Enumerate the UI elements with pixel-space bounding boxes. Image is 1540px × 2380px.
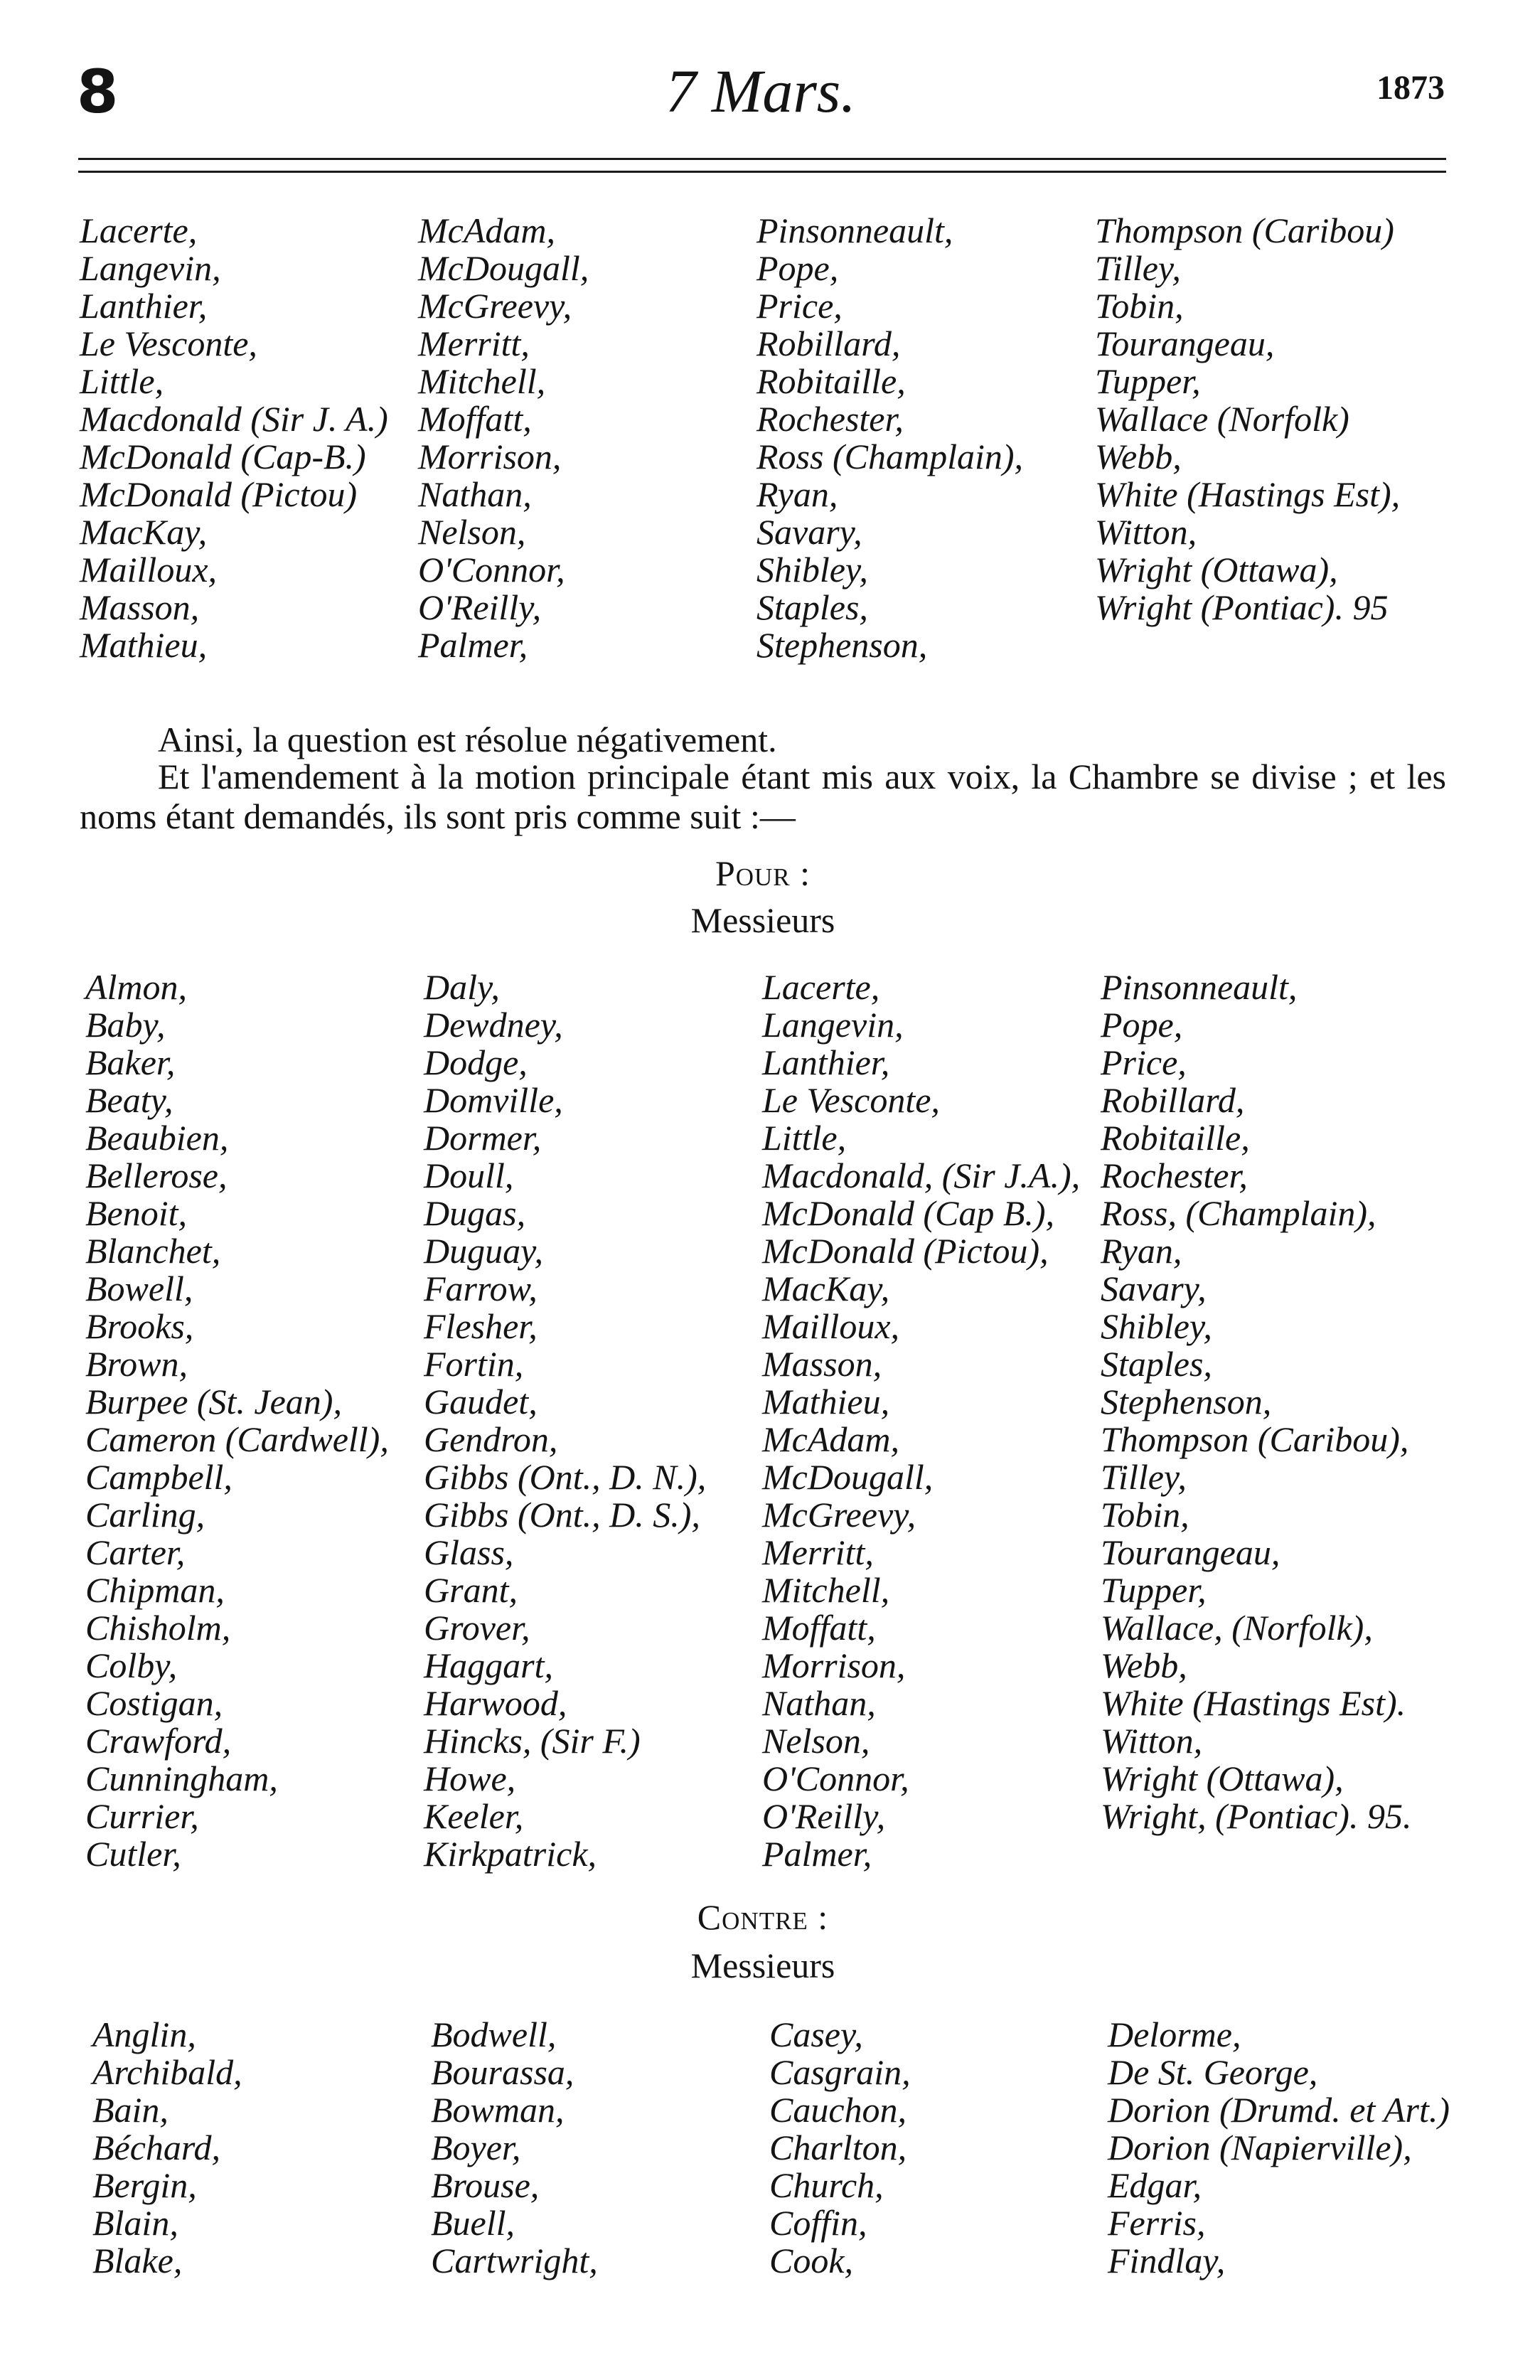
member-name: Benoit, bbox=[85, 1193, 188, 1233]
member-name: Tobin, bbox=[1095, 286, 1184, 326]
member-name: Carling, bbox=[85, 1495, 205, 1535]
member-name: Lacerte, bbox=[762, 967, 880, 1007]
member-name: Harwood, bbox=[424, 1683, 567, 1723]
member-name: Gibbs (Ont., D. N.), bbox=[424, 1457, 707, 1497]
member-name: O'Reilly, bbox=[762, 1796, 886, 1836]
result-paragraph: Ainsi, la question est résolue négativement. bbox=[158, 720, 777, 759]
member-name: Baby, bbox=[85, 1005, 166, 1045]
member-name: Langevin, bbox=[80, 248, 221, 288]
member-name: Duguay, bbox=[424, 1231, 544, 1271]
member-name: Colby, bbox=[85, 1645, 178, 1685]
pour-names-list bbox=[85, 968, 1439, 1873]
member-name: Nathan, bbox=[418, 474, 532, 514]
member-name: O'Connor, bbox=[762, 1759, 909, 1798]
member-name: Robillard, bbox=[1101, 1080, 1245, 1120]
member-name: Carter, bbox=[85, 1532, 186, 1572]
member-name: Ryan, bbox=[1101, 1231, 1182, 1271]
member-name: Almon, bbox=[85, 967, 188, 1007]
contre-names-list bbox=[92, 2015, 1450, 2280]
member-name: Morrison, bbox=[418, 437, 562, 476]
member-name: Hincks, (Sir F.) bbox=[424, 1721, 641, 1761]
member-name: Pinsonneault, bbox=[756, 210, 953, 250]
member-name: Witton, bbox=[1101, 1721, 1203, 1761]
member-name: McDonald (Pictou) bbox=[80, 474, 358, 514]
member-name: Mailloux, bbox=[80, 550, 218, 589]
member-name: Mailloux, bbox=[762, 1306, 900, 1346]
member-name: Tourangeau, bbox=[1095, 324, 1275, 363]
member-name: Doull, bbox=[424, 1156, 514, 1195]
member-name: Savary, bbox=[1101, 1269, 1207, 1308]
member-name: Domville, bbox=[424, 1080, 563, 1120]
member-name: Cartwright, bbox=[431, 2241, 598, 2280]
member-name: Lanthier, bbox=[80, 286, 208, 326]
member-name: Charlton, bbox=[769, 2128, 907, 2167]
member-name: Ryan, bbox=[756, 474, 838, 514]
member-name: Bodwell, bbox=[431, 2015, 557, 2054]
member-name: Wright (Pontiac). 95 bbox=[1095, 587, 1389, 627]
member-name: Mathieu, bbox=[80, 625, 208, 665]
member-name: McDonald (Cap B.), bbox=[762, 1193, 1055, 1233]
member-name: Dodge, bbox=[424, 1042, 528, 1082]
member-name: Bergin, bbox=[92, 2165, 197, 2205]
member-name: Dugas, bbox=[424, 1193, 526, 1233]
member-name bbox=[1101, 1835, 1439, 1873]
member-name: Dorion (Napierville), bbox=[1108, 2128, 1412, 2167]
member-name: MacKay, bbox=[80, 512, 208, 552]
member-name: Tupper, bbox=[1095, 361, 1201, 401]
member-name: Grant, bbox=[424, 1570, 518, 1610]
member-name: O'Reilly, bbox=[418, 587, 542, 627]
member-name: Glass, bbox=[424, 1532, 514, 1572]
member-name: Cunningham, bbox=[85, 1759, 278, 1798]
member-name: Palmer, bbox=[762, 1834, 872, 1874]
member-name: Mathieu, bbox=[762, 1382, 890, 1421]
member-name: Brouse, bbox=[431, 2165, 540, 2205]
member-name: Casgrain, bbox=[769, 2052, 911, 2092]
member-name: Le Vesconte, bbox=[80, 324, 257, 363]
member-name: Burpee (St. Jean), bbox=[85, 1382, 342, 1421]
member-name: Farrow, bbox=[424, 1269, 538, 1308]
member-name: Tilley, bbox=[1101, 1457, 1187, 1497]
member-name: Staples, bbox=[1101, 1344, 1212, 1384]
member-name: Staples, bbox=[756, 587, 868, 627]
member-name: McAdam, bbox=[762, 1419, 899, 1459]
member-name bbox=[1095, 626, 1433, 664]
member-name: Flesher, bbox=[424, 1306, 538, 1346]
member-name: Nelson, bbox=[762, 1721, 870, 1761]
member-name: Webb, bbox=[1095, 437, 1182, 476]
member-name: Tilley, bbox=[1095, 248, 1181, 288]
member-name: Tobin, bbox=[1101, 1495, 1189, 1535]
member-name: Wallace (Norfolk) bbox=[1095, 399, 1349, 439]
member-name: Currier, bbox=[85, 1796, 199, 1836]
member-name: Gaudet, bbox=[424, 1382, 538, 1421]
names-list-continued bbox=[80, 212, 1433, 664]
member-name: Shibley, bbox=[756, 550, 868, 589]
member-name: Haggart, bbox=[424, 1645, 553, 1685]
header-rule-top bbox=[78, 158, 1446, 160]
member-name: Findlay, bbox=[1108, 2241, 1226, 2280]
member-name: McAdam, bbox=[418, 210, 555, 250]
member-name: Church, bbox=[769, 2165, 884, 2205]
member-name: Pinsonneault, bbox=[1101, 967, 1298, 1007]
member-name: McGreevy, bbox=[762, 1495, 916, 1535]
pour-heading: Pour : bbox=[715, 853, 811, 893]
member-name: Cutler, bbox=[85, 1834, 181, 1874]
member-name: Stephenson, bbox=[756, 625, 928, 665]
member-name: Little, bbox=[80, 361, 164, 401]
member-name: Ferris, bbox=[1108, 2203, 1206, 2243]
member-name: Brown, bbox=[85, 1344, 188, 1384]
member-name: Costigan, bbox=[85, 1683, 223, 1723]
member-name: Palmer, bbox=[418, 625, 528, 665]
member-name: De St. George, bbox=[1108, 2052, 1318, 2092]
member-name: Wright (Ottawa), bbox=[1095, 550, 1338, 589]
member-name: Blain, bbox=[92, 2203, 178, 2243]
member-name: Edgar, bbox=[1108, 2165, 1202, 2205]
member-name: Brooks, bbox=[85, 1306, 194, 1346]
member-name: Wallace, (Norfolk), bbox=[1101, 1608, 1373, 1648]
member-name: Bourassa, bbox=[431, 2052, 574, 2092]
member-name: Baker, bbox=[85, 1042, 176, 1082]
member-name: Keeler, bbox=[424, 1796, 524, 1836]
member-name: Morrison, bbox=[762, 1645, 906, 1685]
member-name: Béchard, bbox=[92, 2128, 221, 2167]
member-name: White (Hastings Est). bbox=[1101, 1683, 1406, 1723]
member-name: Merritt, bbox=[762, 1532, 874, 1572]
member-name: Moffatt, bbox=[762, 1608, 876, 1648]
member-name: Lanthier, bbox=[762, 1042, 890, 1082]
member-name: Moffatt, bbox=[418, 399, 532, 439]
member-name: Gendron, bbox=[424, 1419, 558, 1459]
member-name: Webb, bbox=[1101, 1645, 1187, 1685]
member-name: Casey, bbox=[769, 2015, 863, 2054]
member-name: Thompson (Caribou), bbox=[1101, 1419, 1409, 1459]
member-name: Macdonald, (Sir J.A.), bbox=[762, 1156, 1081, 1195]
member-name: Tourangeau, bbox=[1101, 1532, 1280, 1572]
member-name: Macdonald (Sir J. A.) bbox=[80, 399, 388, 439]
member-name: Mitchell, bbox=[762, 1570, 890, 1610]
member-name: Grover, bbox=[424, 1608, 530, 1648]
member-name: McDougall, bbox=[418, 248, 589, 288]
member-name: Dorion (Drumd. et Art.) bbox=[1108, 2090, 1450, 2130]
member-name: Rochester, bbox=[756, 399, 904, 439]
member-name: Fortin, bbox=[424, 1344, 524, 1384]
member-name: Beaty, bbox=[85, 1080, 173, 1120]
pour-subheading: Messieurs bbox=[690, 900, 835, 940]
member-name: Masson, bbox=[80, 587, 200, 627]
contre-heading: Contre : bbox=[697, 1897, 829, 1937]
member-name: Crawford, bbox=[85, 1721, 232, 1761]
member-name: Robitaille, bbox=[756, 361, 906, 401]
header-rule-bottom bbox=[78, 171, 1446, 173]
member-name: Cook, bbox=[769, 2241, 854, 2280]
member-name: Chisholm, bbox=[85, 1608, 231, 1648]
member-name: Campbell, bbox=[85, 1457, 232, 1497]
page-title: 7 Mars. bbox=[665, 57, 856, 125]
member-name: Rochester, bbox=[1101, 1156, 1248, 1195]
member-name: Howe, bbox=[424, 1759, 516, 1798]
member-name: Blanchet, bbox=[85, 1231, 221, 1271]
member-name: MacKay, bbox=[762, 1269, 890, 1308]
member-name: Price, bbox=[756, 286, 843, 326]
page-header bbox=[77, 51, 1445, 129]
member-name: Blake, bbox=[92, 2241, 183, 2280]
page-year: 1873 bbox=[1376, 69, 1445, 107]
member-name: Kirkpatrick, bbox=[424, 1834, 597, 1874]
member-name: Stephenson, bbox=[1101, 1382, 1272, 1421]
member-name: Pope, bbox=[1101, 1005, 1183, 1045]
member-name: Cauchon, bbox=[769, 2090, 907, 2130]
member-name: Archibald, bbox=[92, 2052, 242, 2092]
member-name: McDougall, bbox=[762, 1457, 934, 1497]
member-name: Beaubien, bbox=[85, 1118, 229, 1158]
member-name: Wright, (Pontiac). 95. bbox=[1101, 1796, 1412, 1836]
member-name: Anglin, bbox=[92, 2015, 196, 2054]
member-name: Ross (Champlain), bbox=[756, 437, 1023, 476]
member-name: Coffin, bbox=[769, 2203, 867, 2243]
member-name: McDonald (Cap-B.) bbox=[80, 437, 366, 476]
page-number: 8 bbox=[77, 57, 119, 127]
member-name: Tupper, bbox=[1101, 1570, 1207, 1610]
member-name: Nathan, bbox=[762, 1683, 876, 1723]
member-name: Daly, bbox=[424, 967, 500, 1007]
member-name: Lacerte, bbox=[80, 210, 198, 250]
member-name: Savary, bbox=[756, 512, 862, 552]
member-name: Cameron (Cardwell), bbox=[85, 1419, 389, 1459]
member-name: Bowell, bbox=[85, 1269, 193, 1308]
member-name: Chipman, bbox=[85, 1570, 225, 1610]
member-name: Robitaille, bbox=[1101, 1118, 1250, 1158]
member-name: Buell, bbox=[431, 2203, 515, 2243]
member-name: McDonald (Pictou), bbox=[762, 1231, 1049, 1271]
contre-subheading: Messieurs bbox=[690, 1946, 835, 1985]
member-name: Little, bbox=[762, 1118, 847, 1158]
member-name: Bain, bbox=[92, 2090, 169, 2130]
member-name: Le Vesconte, bbox=[762, 1080, 940, 1120]
member-name: Nelson, bbox=[418, 512, 526, 552]
member-name: Merritt, bbox=[418, 324, 530, 363]
member-name: O'Connor, bbox=[418, 550, 565, 589]
member-name: Gibbs (Ont., D. S.), bbox=[424, 1495, 700, 1535]
member-name: Dewdney, bbox=[424, 1005, 563, 1045]
member-name: Delorme, bbox=[1108, 2015, 1241, 2054]
member-name: Langevin, bbox=[762, 1005, 904, 1045]
division-paragraph: Et l'amendement à la motion principale étant mis aux voix, la Chambre se divise ; et les noms étant demandés, ils sont pris comme suit :— bbox=[80, 757, 1446, 836]
member-name: Pope, bbox=[756, 248, 839, 288]
member-name: Price, bbox=[1101, 1042, 1187, 1082]
member-name: Masson, bbox=[762, 1344, 882, 1384]
member-name: Bowman, bbox=[431, 2090, 565, 2130]
member-name: Bellerose, bbox=[85, 1156, 228, 1195]
member-name: McGreevy, bbox=[418, 286, 572, 326]
member-name: Wright (Ottawa), bbox=[1101, 1759, 1344, 1798]
member-name: Boyer, bbox=[431, 2128, 521, 2167]
member-name: Witton, bbox=[1095, 512, 1197, 552]
member-name: Robillard, bbox=[756, 324, 901, 363]
member-name: Shibley, bbox=[1101, 1306, 1212, 1346]
member-name: Ross, (Champlain), bbox=[1101, 1193, 1376, 1233]
member-name: Thompson (Caribou) bbox=[1095, 210, 1394, 250]
member-name: Dormer, bbox=[424, 1118, 542, 1158]
member-name: White (Hastings Est), bbox=[1095, 474, 1401, 514]
member-name: Mitchell, bbox=[418, 361, 546, 401]
